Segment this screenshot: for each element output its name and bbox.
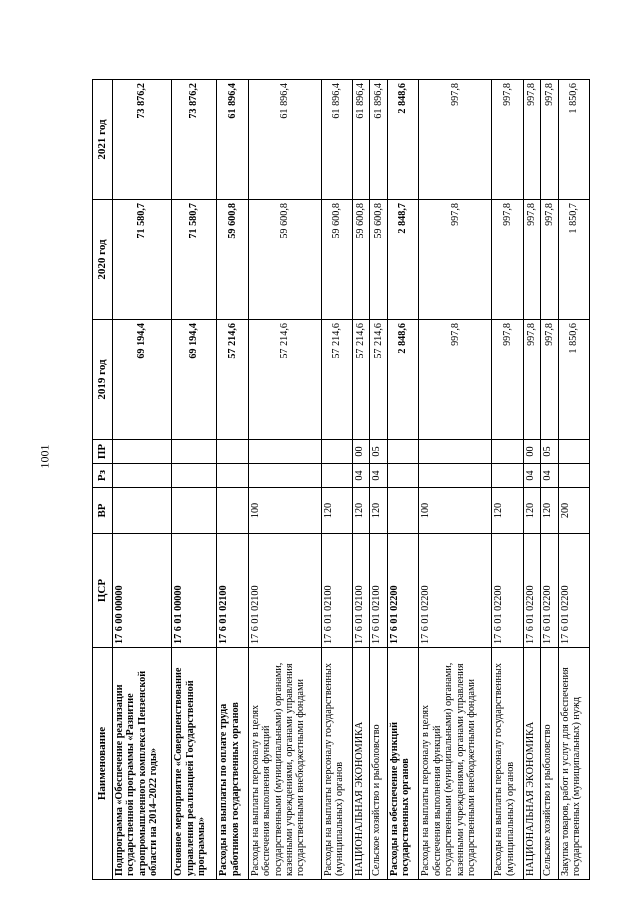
name-cell: Основное мероприятие «Совершенствование управления реализацией Государственной программы» bbox=[172, 648, 217, 880]
table-header-row bbox=[93, 80, 113, 880]
table-body bbox=[113, 80, 590, 880]
table-row bbox=[352, 80, 370, 880]
value-2019-cell: 57 214,6 bbox=[321, 320, 352, 440]
pr-cell bbox=[419, 440, 492, 464]
page-number bbox=[37, 444, 53, 468]
name-cell: Расходы на выплаты персоналу в целях обеспечения выполнения функций государственными (муниципальными) органами, казенными учреждениями, органами управления государственными внебюджетными фондами bbox=[248, 648, 321, 880]
name-cell: Расходы на выплаты персоналу государственных (муниципальных) органов bbox=[321, 648, 352, 880]
table-row bbox=[370, 80, 388, 880]
csr-cell: 17 6 01 02100 bbox=[370, 534, 388, 648]
csr-cell: 17 6 01 02200 bbox=[523, 534, 541, 648]
name-cell: Сельское хозяйство и рыболовство bbox=[370, 648, 388, 880]
name-cell: Расходы на выплаты по оплате труда работников государственных органов bbox=[217, 648, 248, 880]
csr-cell: 17 6 01 02200 bbox=[419, 534, 492, 648]
value-2021-cell: 61 896,4 bbox=[248, 80, 321, 200]
value-2020-cell: 71 580,7 bbox=[172, 200, 217, 320]
pr-cell: 05 bbox=[541, 440, 559, 464]
name-cell: Закупка товаров, работ и услуг для обеспечения государственных (муниципальных) нужд bbox=[558, 648, 589, 880]
table-row bbox=[558, 80, 589, 880]
value-2021-cell: 997,8 bbox=[419, 80, 492, 200]
header-2019: 2019 год bbox=[93, 320, 113, 440]
value-2020-cell: 59 600,8 bbox=[248, 200, 321, 320]
value-2021-cell: 997,8 bbox=[523, 80, 541, 200]
header-2021: 2021 год bbox=[93, 80, 113, 200]
rz-cell: 04 bbox=[523, 464, 541, 488]
value-2020-cell: 997,8 bbox=[419, 200, 492, 320]
header-name: Наименование bbox=[93, 648, 113, 880]
rz-cell bbox=[387, 464, 418, 488]
value-2019-cell: 2 848,6 bbox=[387, 320, 418, 440]
name-cell: Расходы на выплаты персоналу государственных (муниципальных) органов bbox=[492, 648, 523, 880]
name-cell: Расходы на выплаты персоналу в целях обеспечения выполнения функций государственными (муниципальными) органами, казенными учреждениями, органами управления государственными внебюджетными фондами bbox=[419, 648, 492, 880]
pr-cell bbox=[492, 440, 523, 464]
header-rz: Рз bbox=[93, 464, 113, 488]
table-row bbox=[523, 80, 541, 880]
rz-cell bbox=[248, 464, 321, 488]
budget-table bbox=[92, 79, 590, 880]
value-2020-cell: 2 848,7 bbox=[387, 200, 418, 320]
rz-cell: 04 bbox=[370, 464, 388, 488]
name-cell: НАЦИОНАЛЬНАЯ ЭКОНОМИКА bbox=[352, 648, 370, 880]
value-2021-cell: 61 896,4 bbox=[217, 80, 248, 200]
header-pr: ПР bbox=[93, 440, 113, 464]
value-2020-cell: 997,8 bbox=[523, 200, 541, 320]
value-2019-cell: 997,8 bbox=[419, 320, 492, 440]
value-2019-cell: 997,8 bbox=[523, 320, 541, 440]
csr-cell: 17 6 01 02100 bbox=[248, 534, 321, 648]
value-2020-cell: 71 580,7 bbox=[113, 200, 172, 320]
value-2020-cell: 1 850,7 bbox=[558, 200, 589, 320]
vr-cell bbox=[172, 488, 217, 534]
value-2019-cell: 997,8 bbox=[492, 320, 523, 440]
vr-cell: 100 bbox=[248, 488, 321, 534]
vr-cell bbox=[113, 488, 172, 534]
table-row bbox=[217, 80, 248, 880]
csr-cell: 17 6 01 02200 bbox=[492, 534, 523, 648]
rz-cell bbox=[558, 464, 589, 488]
vr-cell: 120 bbox=[321, 488, 352, 534]
table-row bbox=[172, 80, 217, 880]
pr-cell bbox=[321, 440, 352, 464]
table-row bbox=[492, 80, 523, 880]
pr-cell bbox=[217, 440, 248, 464]
table-row bbox=[387, 80, 418, 880]
vr-cell: 120 bbox=[370, 488, 388, 534]
rz-cell: 04 bbox=[541, 464, 559, 488]
table-row bbox=[113, 80, 172, 880]
table-row bbox=[321, 80, 352, 880]
vr-cell: 120 bbox=[541, 488, 559, 534]
pr-cell bbox=[172, 440, 217, 464]
csr-cell: 17 6 01 02100 bbox=[217, 534, 248, 648]
pr-cell: 05 bbox=[370, 440, 388, 464]
value-2020-cell: 59 600,8 bbox=[352, 200, 370, 320]
value-2021-cell: 61 896,4 bbox=[370, 80, 388, 200]
pr-cell: 00 bbox=[523, 440, 541, 464]
value-2019-cell: 57 214,6 bbox=[248, 320, 321, 440]
vr-cell bbox=[217, 488, 248, 534]
rz-cell bbox=[217, 464, 248, 488]
vr-cell: 120 bbox=[492, 488, 523, 534]
table-row bbox=[248, 80, 321, 880]
value-2019-cell: 69 194,4 bbox=[113, 320, 172, 440]
value-2021-cell: 2 848,6 bbox=[387, 80, 418, 200]
pr-cell bbox=[558, 440, 589, 464]
name-cell: Подпрограмма «Обеспечение реализации государственной программы «Развитие агропромышленного комплекса Пензенской области на 2014–2022 годы» bbox=[113, 648, 172, 880]
value-2020-cell: 997,8 bbox=[492, 200, 523, 320]
rz-cell bbox=[419, 464, 492, 488]
vr-cell: 120 bbox=[352, 488, 370, 534]
value-2019-cell: 57 214,6 bbox=[370, 320, 388, 440]
rz-cell bbox=[492, 464, 523, 488]
vr-cell bbox=[387, 488, 418, 534]
name-cell: НАЦИОНАЛЬНАЯ ЭКОНОМИКА bbox=[523, 648, 541, 880]
csr-cell: 17 6 01 02200 bbox=[387, 534, 418, 648]
table-row bbox=[541, 80, 559, 880]
value-2020-cell: 59 600,8 bbox=[217, 200, 248, 320]
value-2021-cell: 61 896,4 bbox=[352, 80, 370, 200]
pr-cell: 00 bbox=[352, 440, 370, 464]
vr-cell: 100 bbox=[419, 488, 492, 534]
header-vr: ВР bbox=[93, 488, 113, 534]
budget-table-container bbox=[92, 80, 590, 880]
header-2020: 2020 год bbox=[93, 200, 113, 320]
value-2020-cell: 997,8 bbox=[541, 200, 559, 320]
value-2021-cell: 997,8 bbox=[492, 80, 523, 200]
header-csr: ЦСР bbox=[93, 534, 113, 648]
value-2019-cell: 1 850,6 bbox=[558, 320, 589, 440]
name-cell: Сельское хозяйство и рыболовство bbox=[541, 648, 559, 880]
pr-cell bbox=[248, 440, 321, 464]
csr-cell: 17 6 01 00000 bbox=[172, 534, 217, 648]
rz-cell bbox=[172, 464, 217, 488]
vr-cell: 200 bbox=[558, 488, 589, 534]
name-cell: Расходы на обеспечение функций государственных органов bbox=[387, 648, 418, 880]
pr-cell bbox=[387, 440, 418, 464]
vr-cell: 120 bbox=[523, 488, 541, 534]
value-2021-cell: 73 876,2 bbox=[113, 80, 172, 200]
rz-cell bbox=[113, 464, 172, 488]
value-2021-cell: 997,8 bbox=[541, 80, 559, 200]
rz-cell: 04 bbox=[352, 464, 370, 488]
csr-cell: 17 6 01 02200 bbox=[558, 534, 589, 648]
value-2021-cell: 1 850,6 bbox=[558, 80, 589, 200]
value-2021-cell: 73 876,2 bbox=[172, 80, 217, 200]
value-2019-cell: 69 194,4 bbox=[172, 320, 217, 440]
csr-cell: 17 6 01 02200 bbox=[541, 534, 559, 648]
csr-cell: 17 6 01 02100 bbox=[321, 534, 352, 648]
value-2021-cell: 61 896,4 bbox=[321, 80, 352, 200]
pr-cell bbox=[113, 440, 172, 464]
value-2019-cell: 997,8 bbox=[541, 320, 559, 440]
table-row bbox=[419, 80, 492, 880]
value-2020-cell: 59 600,8 bbox=[321, 200, 352, 320]
value-2019-cell: 57 214,6 bbox=[352, 320, 370, 440]
rz-cell bbox=[321, 464, 352, 488]
page-number-text: 1001 bbox=[37, 444, 52, 468]
csr-cell: 17 6 00 00000 bbox=[113, 534, 172, 648]
value-2019-cell: 57 214,6 bbox=[217, 320, 248, 440]
csr-cell: 17 6 01 02100 bbox=[352, 534, 370, 648]
value-2020-cell: 59 600,8 bbox=[370, 200, 388, 320]
